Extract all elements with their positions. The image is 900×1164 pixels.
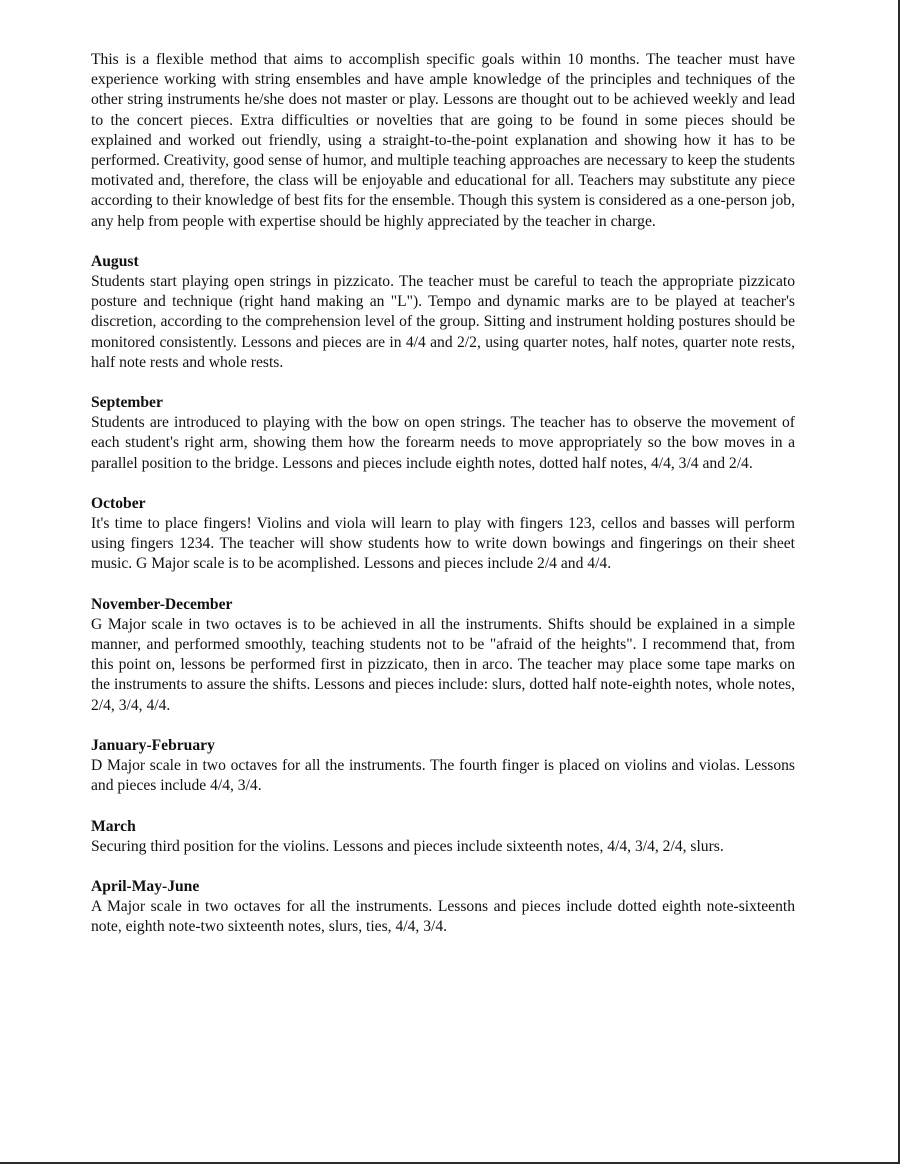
section-heading: April-May-June [91,877,200,895]
section-october [91,494,795,575]
document-page [91,50,795,938]
section-body: D Major scale in two octaves for all the instruments. The fourth finger is placed on violins and violas. Lessons and pieces include 4/4, 3/4. [91,757,795,795]
section-body: It's time to place fingers! Violins and viola will learn to play with fingers 123, cellos and basses will perform using fingers 1234. The teacher will show students how to write down bowings and fingerings on their sheet music. G Major scale is to be acomplished. Lessons and pieces include 2/4 and 4/4. [91,515,795,573]
section-body: A Major scale in two octaves for all the instruments. Lessons and pieces include dotted eighth note-sixteenth note, eighth note-two sixteenth notes, slurs, ties, 4/4, 3/4. [91,898,795,936]
section-heading: January-February [91,736,215,754]
section-heading: September [91,394,163,412]
section-body: G Major scale in two octaves is to be achieved in all the instruments. Shifts should be explained in a simple manner, and performed smoothly, teaching students not to be "afraid of the heights". I recommend that, from this point on, lessons be performed first in pizzicato, then in arco. The teacher may place some tape marks on the instruments to assure the shifts. Lessons and pieces include: slurs, dotted half note-eighth notes, whole notes, 2/4, 3/4, 4/4. [91,615,795,714]
section-november-december [91,595,795,716]
section-january-february [91,736,795,797]
section-body: Securing third position for the violins. Lessons and pieces include sixteenth notes, 4/4, 3/4, 2/4, slurs. [91,837,724,855]
section-heading: November-December [91,595,233,613]
section-september [91,393,795,474]
section-body: Students are introduced to playing with the bow on open strings. The teacher has to observe the movement of each student's right arm, showing them how the forearm needs to move appropriately so the bow moves in a parallel position to the bridge. Lessons and pieces include eighth notes, dotted half notes, 4/4, 3/4 and 2/4. [91,414,795,472]
section-body: Students start playing open strings in pizzicato. The teacher must be careful to teach the appropriate pizzicato posture and technique (right hand making an "L"). Tempo and dynamic marks are to be played at teacher's discretion, according to the comprehension level of the group. Sitting and instrument holding postures should be monitored consistently. Lessons and pieces are in 4/4 and 2/2, using quarter notes, half notes, quarter note rests, half note rests and whole rests. [91,273,795,371]
section-march [91,817,795,857]
section-heading: March [91,817,136,835]
section-august [91,252,795,373]
intro-paragraph: This is a flexible method that aims to accomplish specific goals within 10 months. The teacher must have experience working with string ensembles and have ample knowledge of the principles and techniques of the other string instruments he/she does not master or play. Lessons are thought out to be achieved weekly and lead to the concert pieces. Extra difficulties or novelties that are going to be found in some pieces should be explained and worked out friendly, using a straight-to-the-point explanation and showing how it has to be performed. Creativity, good sense of humor, and multiple teaching approaches are necessary to keep the students motivated and, therefore, the class will be enjoyable and educational for all. Teachers may substitute any piece according to their knowledge of best fits for the ensemble. Though this system is considered as a one-person job, any help from people with expertise should be highly appreciated by the teacher in charge. [91,51,795,230]
section-heading: October [91,494,146,512]
section-heading: August [91,252,139,270]
section-april-may-june [91,877,795,938]
